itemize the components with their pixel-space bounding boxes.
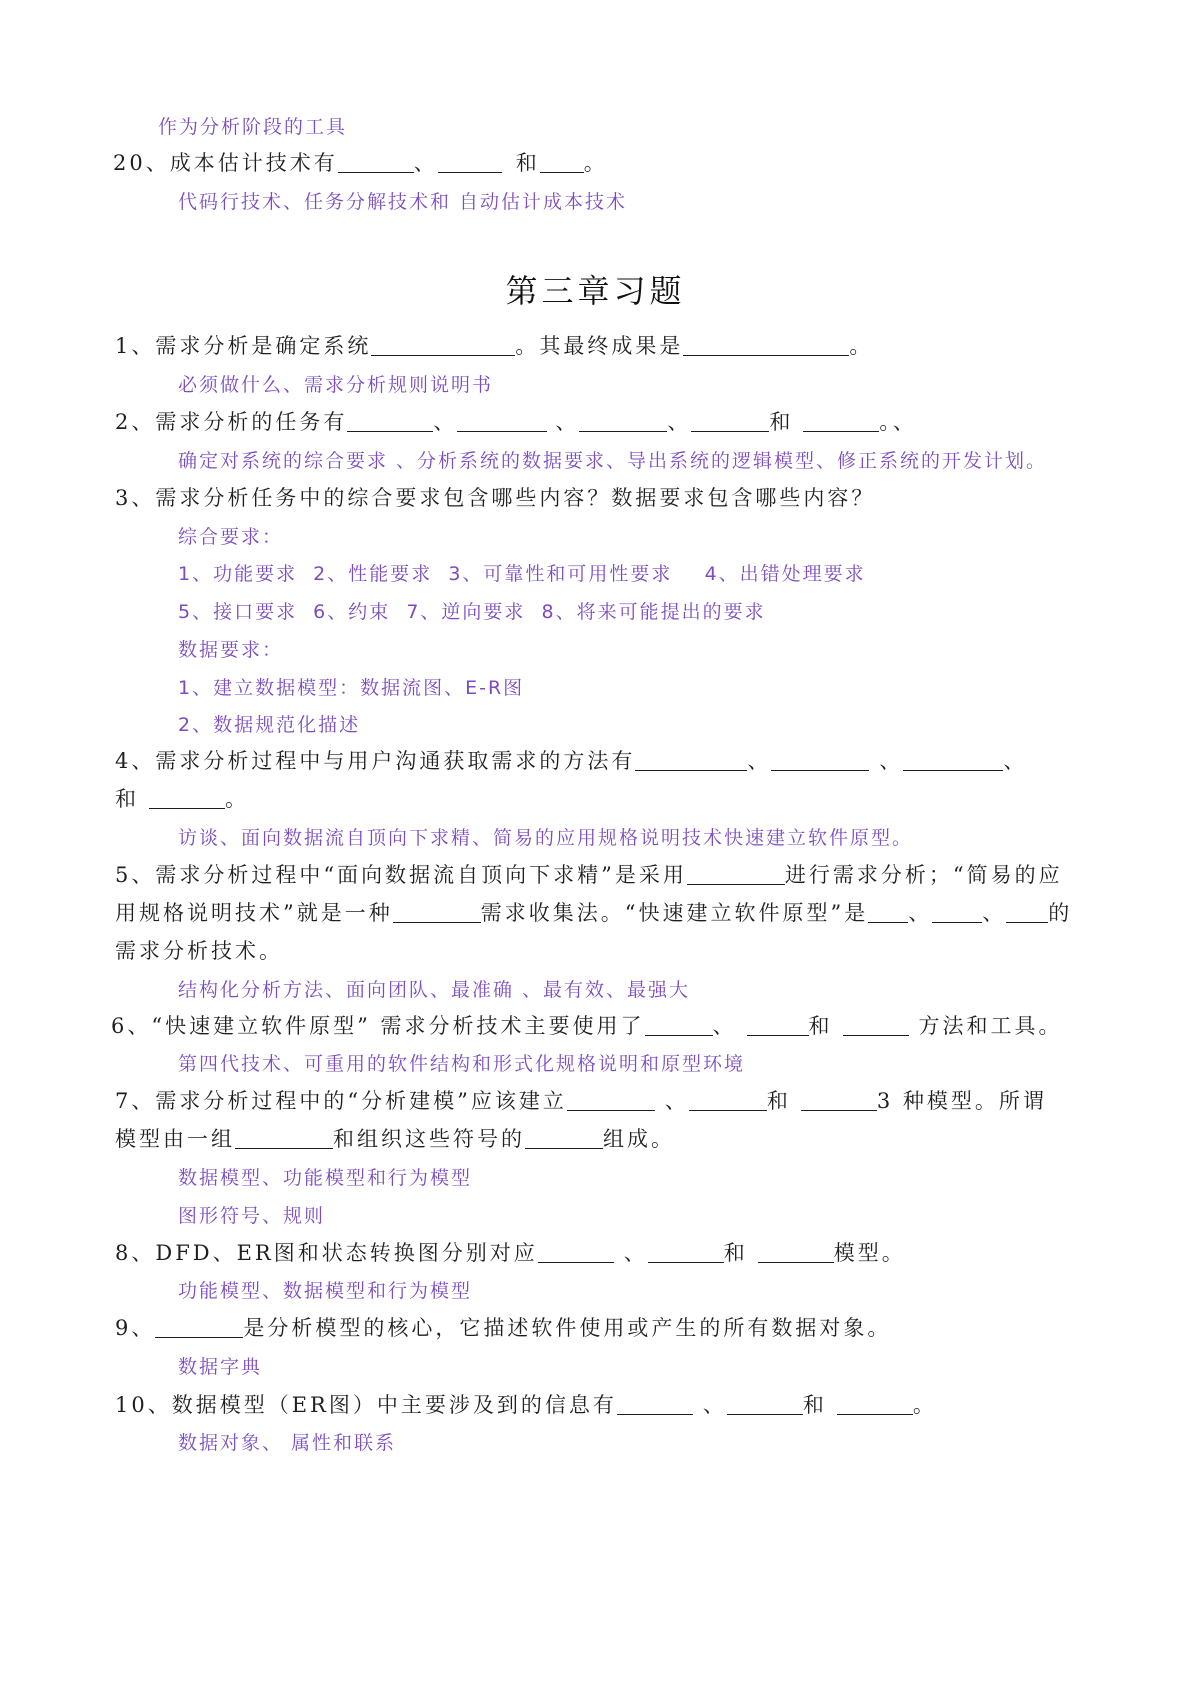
answer-blank	[371, 333, 515, 356]
answer-19: 作为分析阶段的工具	[158, 116, 348, 138]
answer-blank	[635, 748, 747, 771]
answer-blank	[903, 748, 1003, 771]
question-text: 2、需求分析的任务有	[115, 410, 348, 434]
separator: 、	[747, 749, 772, 773]
answer-2: 确定对系统的综合要求 、分析系统的数据要求、导出系统的逻辑模型、修正系统的开发计划。	[178, 450, 1048, 472]
answer-blank	[837, 1392, 913, 1415]
answer-3-line: 综合要求：	[178, 526, 284, 548]
answer-20: 代码行技术、任务分解技术和 自动估计成本技术	[178, 191, 628, 213]
separator: 和	[808, 1014, 833, 1038]
question-5-cont	[115, 900, 1075, 926]
question-text: 和组织这些符号的	[333, 1127, 525, 1151]
separator: 、	[623, 1241, 648, 1265]
answer-blank	[347, 409, 433, 432]
question-text: 7、需求分析过程中的“分析建模”应该建立	[115, 1089, 567, 1113]
separator: 和	[115, 787, 139, 811]
question-text: 3 种模型。所谓	[876, 1089, 1047, 1113]
separator: 和	[802, 1393, 827, 1417]
question-text: 模型。	[833, 1241, 906, 1265]
answer-3-line: 5、接口要求 6、约束 7、逆向要求 8、将来可能提出的要求	[178, 601, 766, 623]
answer-blank	[868, 900, 908, 923]
question-text: 模型由一组	[115, 1127, 235, 1151]
answer-5: 结构化分析方法、面向团队、最准确 、最有效、最强大	[178, 979, 691, 1001]
answer-blank	[567, 1088, 655, 1111]
answer-blank	[525, 1126, 603, 1149]
question-text: 9、	[115, 1316, 156, 1340]
separator: 和	[766, 1089, 791, 1113]
answer-blank	[617, 1392, 693, 1415]
answer-3-line: 数据要求：	[178, 639, 284, 661]
answer-blank	[803, 409, 879, 432]
answer-blank	[727, 1392, 803, 1415]
question-3: 3、需求分析任务中的综合要求包含哪些内容？数据要求包含哪些内容？	[115, 486, 876, 510]
question-7-cont	[115, 1126, 1075, 1152]
separator: 、	[712, 1014, 737, 1038]
question-text: 的	[1048, 901, 1073, 925]
question-5-cont: 需求分析技术。	[115, 939, 283, 963]
question-1	[115, 333, 1075, 359]
separator: 、	[879, 749, 904, 773]
answer-3-line: 1、建立数据模型：数据流图、E-R图	[178, 677, 525, 699]
separator: 、	[664, 1089, 689, 1113]
question-10	[115, 1392, 1075, 1418]
answer-3-line: 1、功能要求 2、性能要求 3、可靠性和可用性要求 4、出错处理要求	[178, 563, 866, 585]
separator: 、	[908, 901, 933, 925]
answer-blank	[155, 1315, 243, 1338]
answer-8: 功能模型、数据模型和行为模型	[178, 1280, 473, 1302]
separator: 、	[1003, 749, 1028, 773]
separator: 、	[413, 151, 438, 175]
question-5	[115, 862, 1075, 888]
answer-blank	[687, 862, 785, 885]
answer-blank	[801, 1088, 877, 1111]
answer-10: 数据对象、 属性和联系	[178, 1432, 397, 1454]
separator: 。	[849, 334, 874, 358]
separator: 和	[769, 410, 794, 434]
separator: 、	[667, 410, 692, 434]
question-text: 5、需求分析过程中“面向数据流自顶向下求精”是采用	[115, 863, 687, 887]
answer-3-line: 2、数据规范化描述	[178, 714, 361, 736]
answer-blank	[932, 900, 982, 923]
question-text: 是分析模型的核心，它描述软件使用或产生的所有数据对象。	[243, 1316, 892, 1340]
question-4-cont	[115, 786, 1075, 812]
separator: 。	[912, 1393, 937, 1417]
answer-blank	[338, 150, 414, 173]
question-9	[115, 1315, 1075, 1341]
answer-blank	[235, 1126, 333, 1149]
question-8	[115, 1240, 1075, 1266]
answer-blank	[758, 1240, 834, 1263]
answer-blank	[393, 900, 481, 923]
separator: 和	[723, 1241, 748, 1265]
answer-blank	[683, 333, 849, 356]
answer-blank	[438, 150, 502, 173]
question-text: 6、“快速建立软件原型” 需求分析技术主要使用了	[111, 1014, 645, 1038]
answer-1: 必须做什么、需求分析规则说明书	[178, 374, 494, 396]
separator: 。	[225, 787, 249, 811]
question-20	[113, 150, 1073, 176]
answer-7: 数据模型、功能模型和行为模型	[178, 1167, 473, 1189]
question-text: 8、DFD、ER图和状态转换图分别对应	[115, 1241, 538, 1265]
answer-blank	[691, 409, 769, 432]
separator: 。、	[879, 410, 917, 434]
answer-blank	[1006, 900, 1048, 923]
answer-blank	[771, 748, 869, 771]
separator: 和	[515, 151, 540, 175]
separator: 。	[583, 151, 608, 175]
answer-blank	[579, 409, 667, 432]
question-text: 20、	[113, 151, 170, 175]
answer-blank	[538, 1240, 614, 1263]
question-7	[115, 1088, 1075, 1114]
question-text: 。其最终成果是	[515, 334, 684, 358]
separator: 、	[702, 1393, 727, 1417]
answer-blank	[457, 409, 547, 432]
answer-blank	[540, 150, 584, 173]
question-text: 10、数据模型（ER图）中主要涉及到的信息有	[115, 1393, 617, 1417]
answer-blank	[645, 1013, 713, 1036]
question-text: 1、需求分析是确定系统	[115, 334, 372, 358]
answer-blank	[689, 1088, 767, 1111]
separator: 、	[982, 901, 1007, 925]
answer-6: 第四代技术、可重用的软件结构和形式化规格说明和原型环境	[178, 1053, 746, 1075]
answer-7: 图形符号、规则	[178, 1205, 326, 1227]
question-text: 成本估计技术有	[169, 151, 338, 175]
question-text: 方法和工具。	[918, 1014, 1063, 1038]
answer-blank	[149, 786, 225, 809]
question-4	[115, 748, 1075, 774]
question-text: 进行需求分析；“简易的应	[784, 863, 1063, 887]
question-2	[115, 409, 1075, 435]
separator: 、	[555, 410, 580, 434]
separator: 、	[433, 410, 458, 434]
answer-blank	[648, 1240, 724, 1263]
question-text: 4、需求分析过程中与用户沟通获取需求的方法有	[115, 749, 636, 773]
chapter-title: 第三章习题	[505, 272, 686, 310]
answer-blank	[747, 1013, 809, 1036]
answer-9: 数据字典	[178, 1356, 263, 1378]
answer-4: 访谈、面向数据流自顶向下求精、简易的应用规格说明技术快速建立软件原型。	[178, 827, 914, 849]
question-6	[111, 1013, 1071, 1039]
question-text: 需求收集法。“快速建立软件原型”是	[480, 901, 869, 925]
question-text: 组成。	[603, 1127, 675, 1151]
answer-blank	[843, 1013, 909, 1036]
question-text: 用规格说明技术”就是一种	[115, 901, 393, 925]
